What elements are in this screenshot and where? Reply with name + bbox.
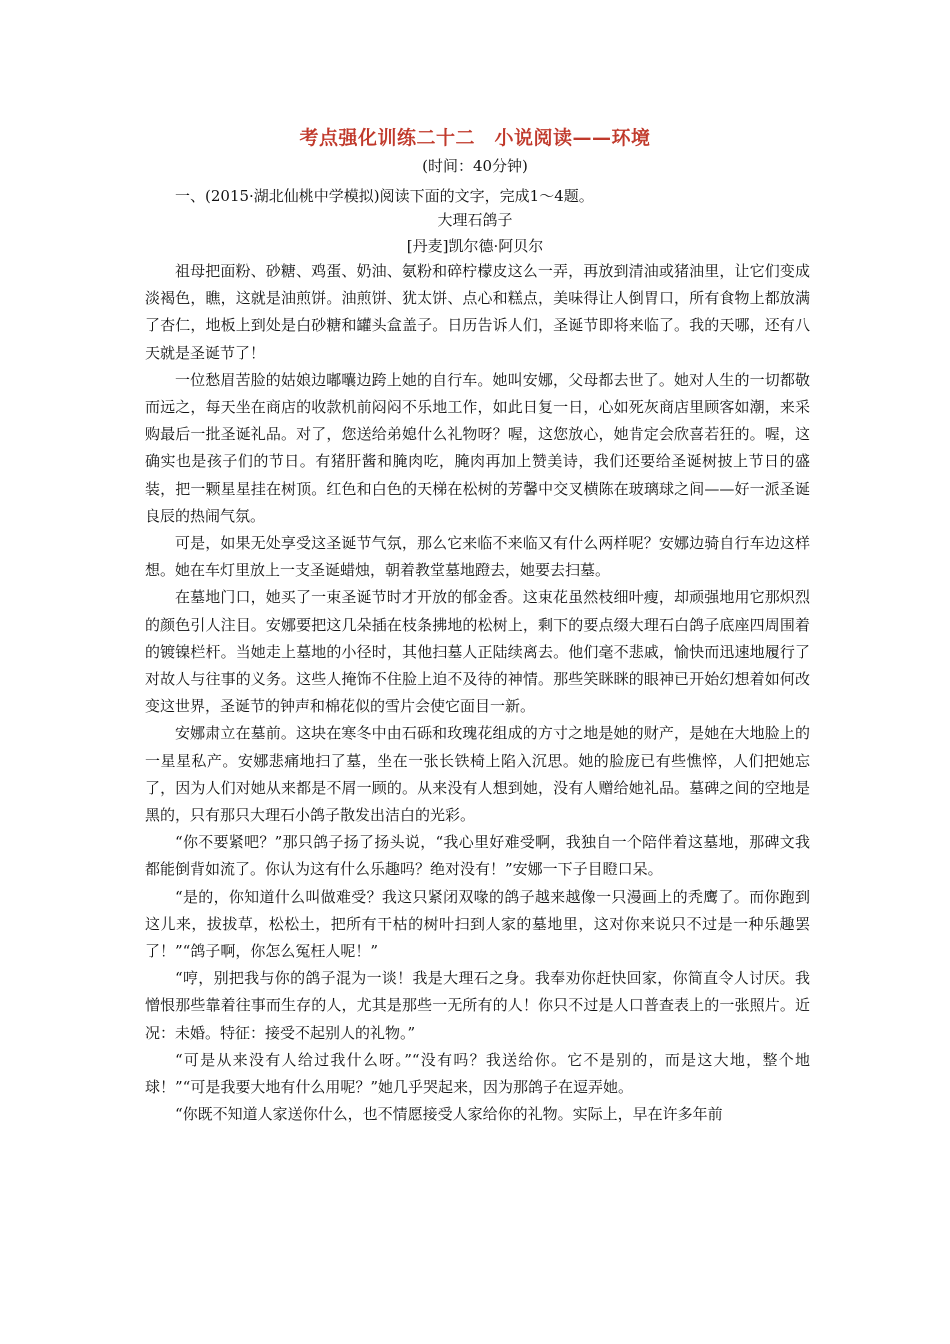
paragraph: “你既不知道人家送你什么，也不情愿接受人家给你的礼物。实际上，早在许多年前 <box>175 1105 723 1124</box>
question-intro: 一、(2015·湖北仙桃中学模拟)阅读下面的文字，完成1～4题。 <box>175 187 594 205</box>
paragraph: “是的，你知道什么叫做难受？我这只紧闭双喙的鸽子越来越像一只漫画上的秃鹰了。而你跑到这儿来，拔拔草，松松土，把所有干枯的树叶扫到人家的墓地里，这对你来说只不过是一种乐趣罢了！”“鸽子啊，你怎么冤枉人呢！” <box>145 887 810 961</box>
story-author: [丹麦]凯尔德·阿贝尔 <box>406 237 544 255</box>
story-body <box>145 258 810 1129</box>
page-title: 考点强化训练二十二 小说阅读——环境 <box>299 127 651 149</box>
paragraph: “可是从来没有人给过我什么呀。”“没有吗？我送给你。它不是别的，而是这大地，整个地球！”“可是我要大地有什么用呢？”她几乎哭起来，因为那鸽子在逗弄她。 <box>145 1050 810 1097</box>
time-limit: (时间：40分钟) <box>422 157 528 175</box>
story-title: 大理石鸽子 <box>437 211 513 229</box>
paragraph: “哼，别把我与你的鸽子混为一谈！我是大理石之身。我奉劝你赶快回家，你简直令人讨厌。我憎恨那些靠着往事而生存的人，尤其是那些一无所有的人！你只不过是人口普查表上的一张照片。近况：未婚。特征：接受不起别人的礼物。” <box>145 969 810 1042</box>
paragraph: 祖母把面粉、砂糖、鸡蛋、奶油、氨粉和碎柠檬皮这么一弄，再放到清油或猪油里，让它们变成淡褐色，瞧，这就是油煎饼。油煎饼、犹太饼、点心和糕点，美味得让人倒胃口，所有食物上都放满了杏仁，地板上到处是白砂糖和罐头盒盖子。日历告诉人们，圣诞节即将来临了。我的天哪，还有八天就是圣诞节了！ <box>145 262 810 362</box>
paragraph: 安娜肃立在墓前。这块在寒冬中由石砾和玫瑰花组成的方寸之地是她的财产，是她在大地脸上的一星星私产。安娜悲痛地扫了墓，坐在一张长铁椅上陷入沉思。她的脸庞已有些憔悴，人们把她忘了，因为人们对她从来都是不屑一顾的。从来没有人想到她，没有人赠给她礼品。墓碑之间的空地是黑的，只有那只大理石小鸽子散发出洁白的光彩。 <box>145 724 810 825</box>
paragraph: “你不要紧吧？”那只鸽子扬了扬头说，“我心里好难受啊，我独自一个陪伴着这墓地，那碑文我都能倒背如流了。你认为这有什么乐趣吗？绝对没有！”安娜一下子目瞪口呆。 <box>145 833 810 879</box>
paragraph: 一位愁眉苦脸的姑娘边嘟囔边跨上她的自行车。她叫安娜，父母都去世了。她对人生的一切都敬而远之，每天坐在商店的收款机前闷闷不乐地工作，如此日复一日，心如死灰商店里顾客如潮，来采购最后一批圣诞礼品。对了，您送给弟媳什么礼物呀？喔，这您放心，她肯定会欣喜若狂的。喔，这确实也是孩子们的节日。有猪肝酱和腌肉吃，腌肉再加上赞美诗，我们还要给圣诞树披上节日的盛装，把一颗星星挂在树顶。红色和白色的天梯在松树的芳馨中交叉横陈在玻璃球之间——好一派圣诞良辰的热闹气氛。 <box>145 370 810 525</box>
paragraph: 在墓地门口，她买了一束圣诞节时才开放的郁金香。这束花虽然枝细叶瘦，却顽强地用它那炽烈的颜色引人注目。安娜要把这几朵插在枝条拂地的松树上，剩下的要点缀大理石白鸽子底座四周围着的镀镍栏杆。当她走上墓地的小径时，其他扫墓人正陆续离去。他们毫不悲戚，愉快而迅速地履行了对故人与往事的义务。这些人掩饰不住脸上迫不及待的神情。那些笑眯眯的眼神已开始幻想着如何改变这世界，圣诞节的钟声和棉花似的雪片会使它面目一新。 <box>145 588 810 716</box>
paragraph: 可是，如果无处享受这圣诞节气氛，那么它来临不来临又有什么两样呢？安娜边骑自行车边这样想。她在车灯里放上一支圣诞蜡烛，朝着教堂墓地蹬去，她要去扫墓。 <box>145 534 810 580</box>
